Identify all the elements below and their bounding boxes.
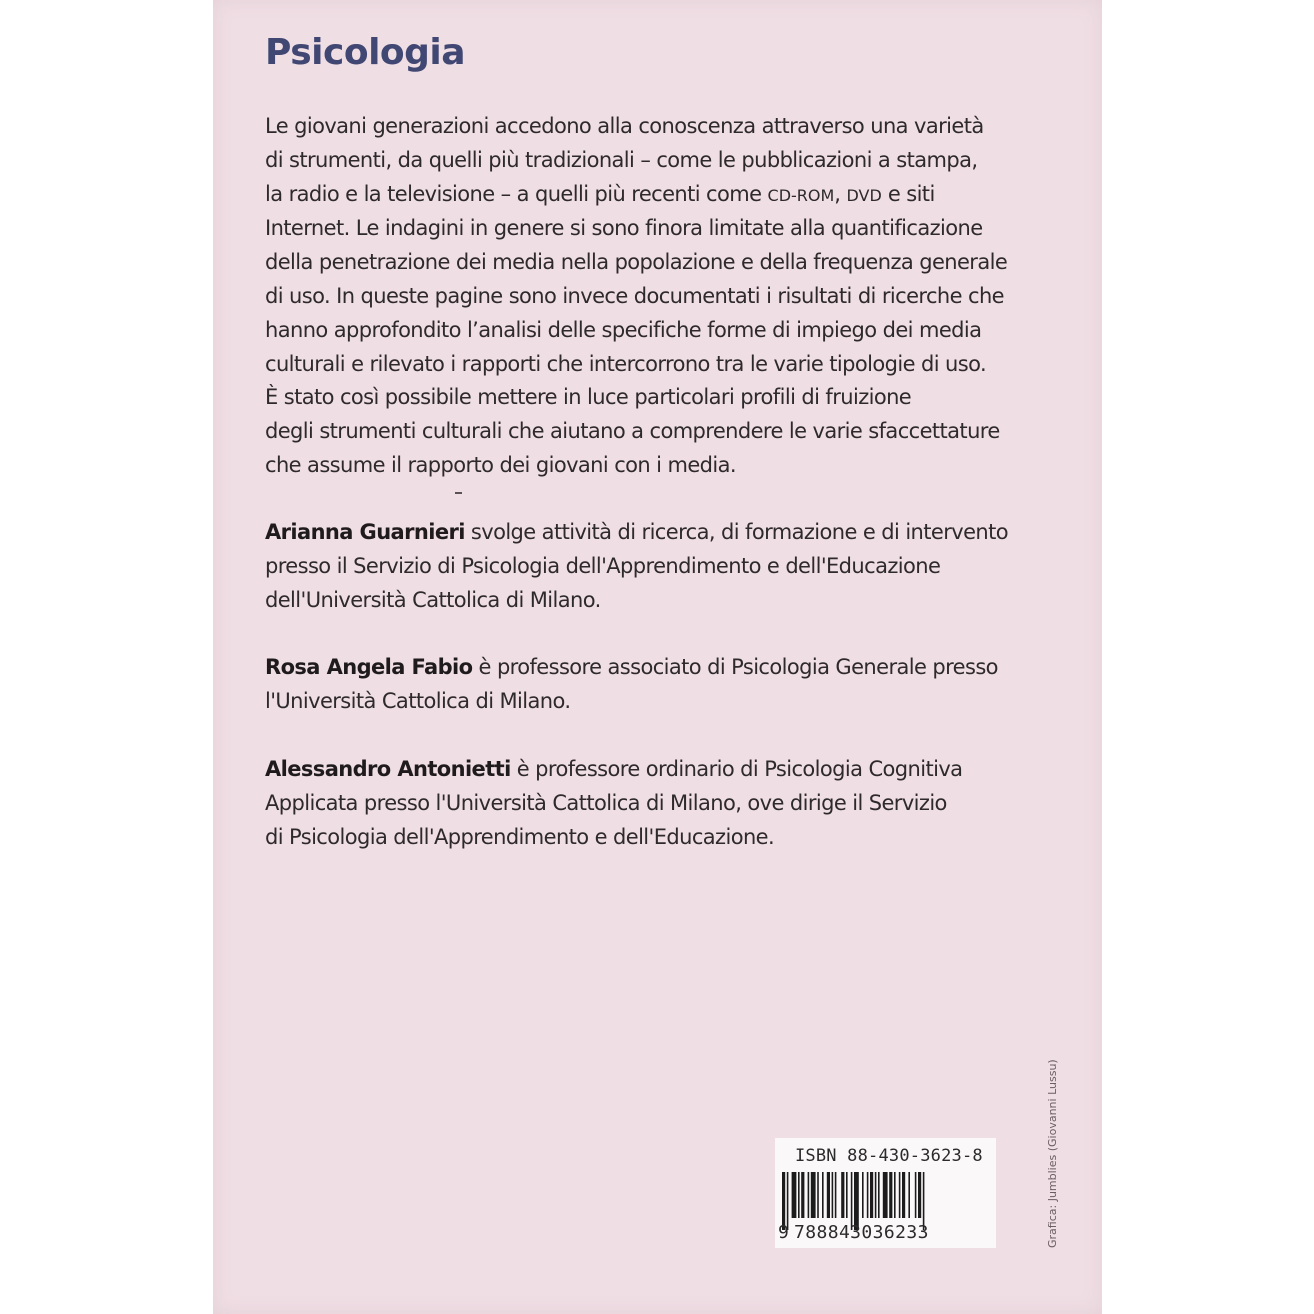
bio-line: presso il Servizio di Psicologia dell'Apprendimento e dell'Educazione	[265, 553, 941, 578]
bio-line: di Psicologia dell'Apprendimento e dell'Educazione.	[265, 824, 775, 849]
barcode-bar	[798, 1172, 800, 1218]
ean-first-digit: 9	[778, 1222, 789, 1243]
cdrom-smallcaps: CD-ROM	[767, 185, 835, 205]
isbn-number: ISBN 88-430-3623-8	[795, 1146, 983, 1166]
barcode-bar	[918, 1172, 921, 1218]
bio-line: l'Università Cattolica di Milano.	[265, 688, 571, 713]
barcode-bar	[811, 1172, 816, 1218]
description-line: È stato così possibile mettere in luce particolari profili di fruizione	[265, 385, 912, 410]
description-line: culturali e rilevato i rapporti che intercorrono tra le varie tipologie di uso.	[265, 351, 987, 376]
barcode-bar	[822, 1172, 824, 1218]
barcode-bar	[841, 1172, 844, 1218]
barcode-bar	[878, 1172, 880, 1218]
print-mark	[455, 492, 462, 494]
barcode-bar	[846, 1172, 848, 1218]
barcode-bar	[792, 1172, 797, 1218]
barcode-bar	[827, 1172, 830, 1218]
author-name: Arianna Guarnieri	[265, 520, 465, 544]
barcode-bar	[867, 1172, 869, 1218]
barcode-bar	[902, 1172, 905, 1218]
barcode-bar	[875, 1172, 877, 1218]
author-bio-guarnieri	[265, 516, 1008, 617]
book-description	[265, 110, 1007, 483]
description-line: della penetrazione dei media nella popolazione e della frequenza generale	[265, 250, 1008, 275]
author-bio-fabio	[265, 651, 998, 719]
barcode-bar	[801, 1172, 804, 1218]
description-line: la radio e la televisione – a quelli più recenti come CD-ROM, DVD e siti	[265, 181, 935, 206]
dvd-smallcaps: DVD	[846, 185, 882, 205]
author-name: Alessandro Antonietti	[265, 757, 511, 781]
description-line: Internet. Le indagini in genere si sono finora limitate alla quantificazione	[265, 216, 983, 241]
barcode-bar	[883, 1172, 888, 1218]
barcode-bar	[889, 1172, 892, 1218]
bio-line: Alessandro Antonietti è professore ordinario di Psicologia Cognitiva	[265, 757, 963, 781]
description-line: degli strumenti culturali che aiutano a comprendere le varie sfaccettature	[265, 419, 1000, 444]
description-line: hanno approfondito l’analisi delle specifiche forme di impiego dei media	[265, 317, 982, 342]
author-name: Rosa Angela Fabio	[265, 655, 473, 679]
barcode-bar	[835, 1172, 837, 1218]
design-credit: Grafica: Jumblies (Giovanni Lussu)	[1046, 1059, 1059, 1248]
barcode-bar	[817, 1172, 819, 1218]
description-line: che assume il rapporto dei giovani con i media.	[265, 452, 736, 477]
bio-line: Arianna Guarnieri svolge attività di ricerca, di formazione e di intervento	[265, 520, 1008, 544]
description-line: Le giovani generazioni accedono alla conoscenza attraverso una varietà	[265, 114, 984, 138]
barcode-bar	[808, 1172, 810, 1218]
barcode-bar	[894, 1172, 896, 1218]
description-line: di uso. In queste pagine sono invece documentati i risultati di ricerche che	[265, 283, 1004, 308]
page-title: Psicologia	[265, 32, 466, 73]
bio-line: dell'Università Cattolica di Milano.	[265, 587, 601, 612]
description-line: di strumenti, da quelli più tradizionali – come le pubblicazioni a stampa,	[265, 147, 978, 172]
barcode-bar	[870, 1172, 873, 1218]
ean-digits: 788843036233	[794, 1222, 929, 1243]
barcode-bar	[899, 1172, 901, 1218]
bio-line: Applicata presso l'Università Cattolica di Milano, ove dirige il Servizio	[265, 790, 947, 815]
barcode-bar	[915, 1172, 917, 1218]
barcode-bar	[832, 1172, 834, 1218]
author-bio-antonietti	[265, 753, 962, 854]
bio-line: Rosa Angela Fabio è professore associato di Psicologia Generale presso	[265, 655, 998, 679]
barcode-bar	[908, 1172, 910, 1218]
barcode-bar	[862, 1172, 864, 1218]
